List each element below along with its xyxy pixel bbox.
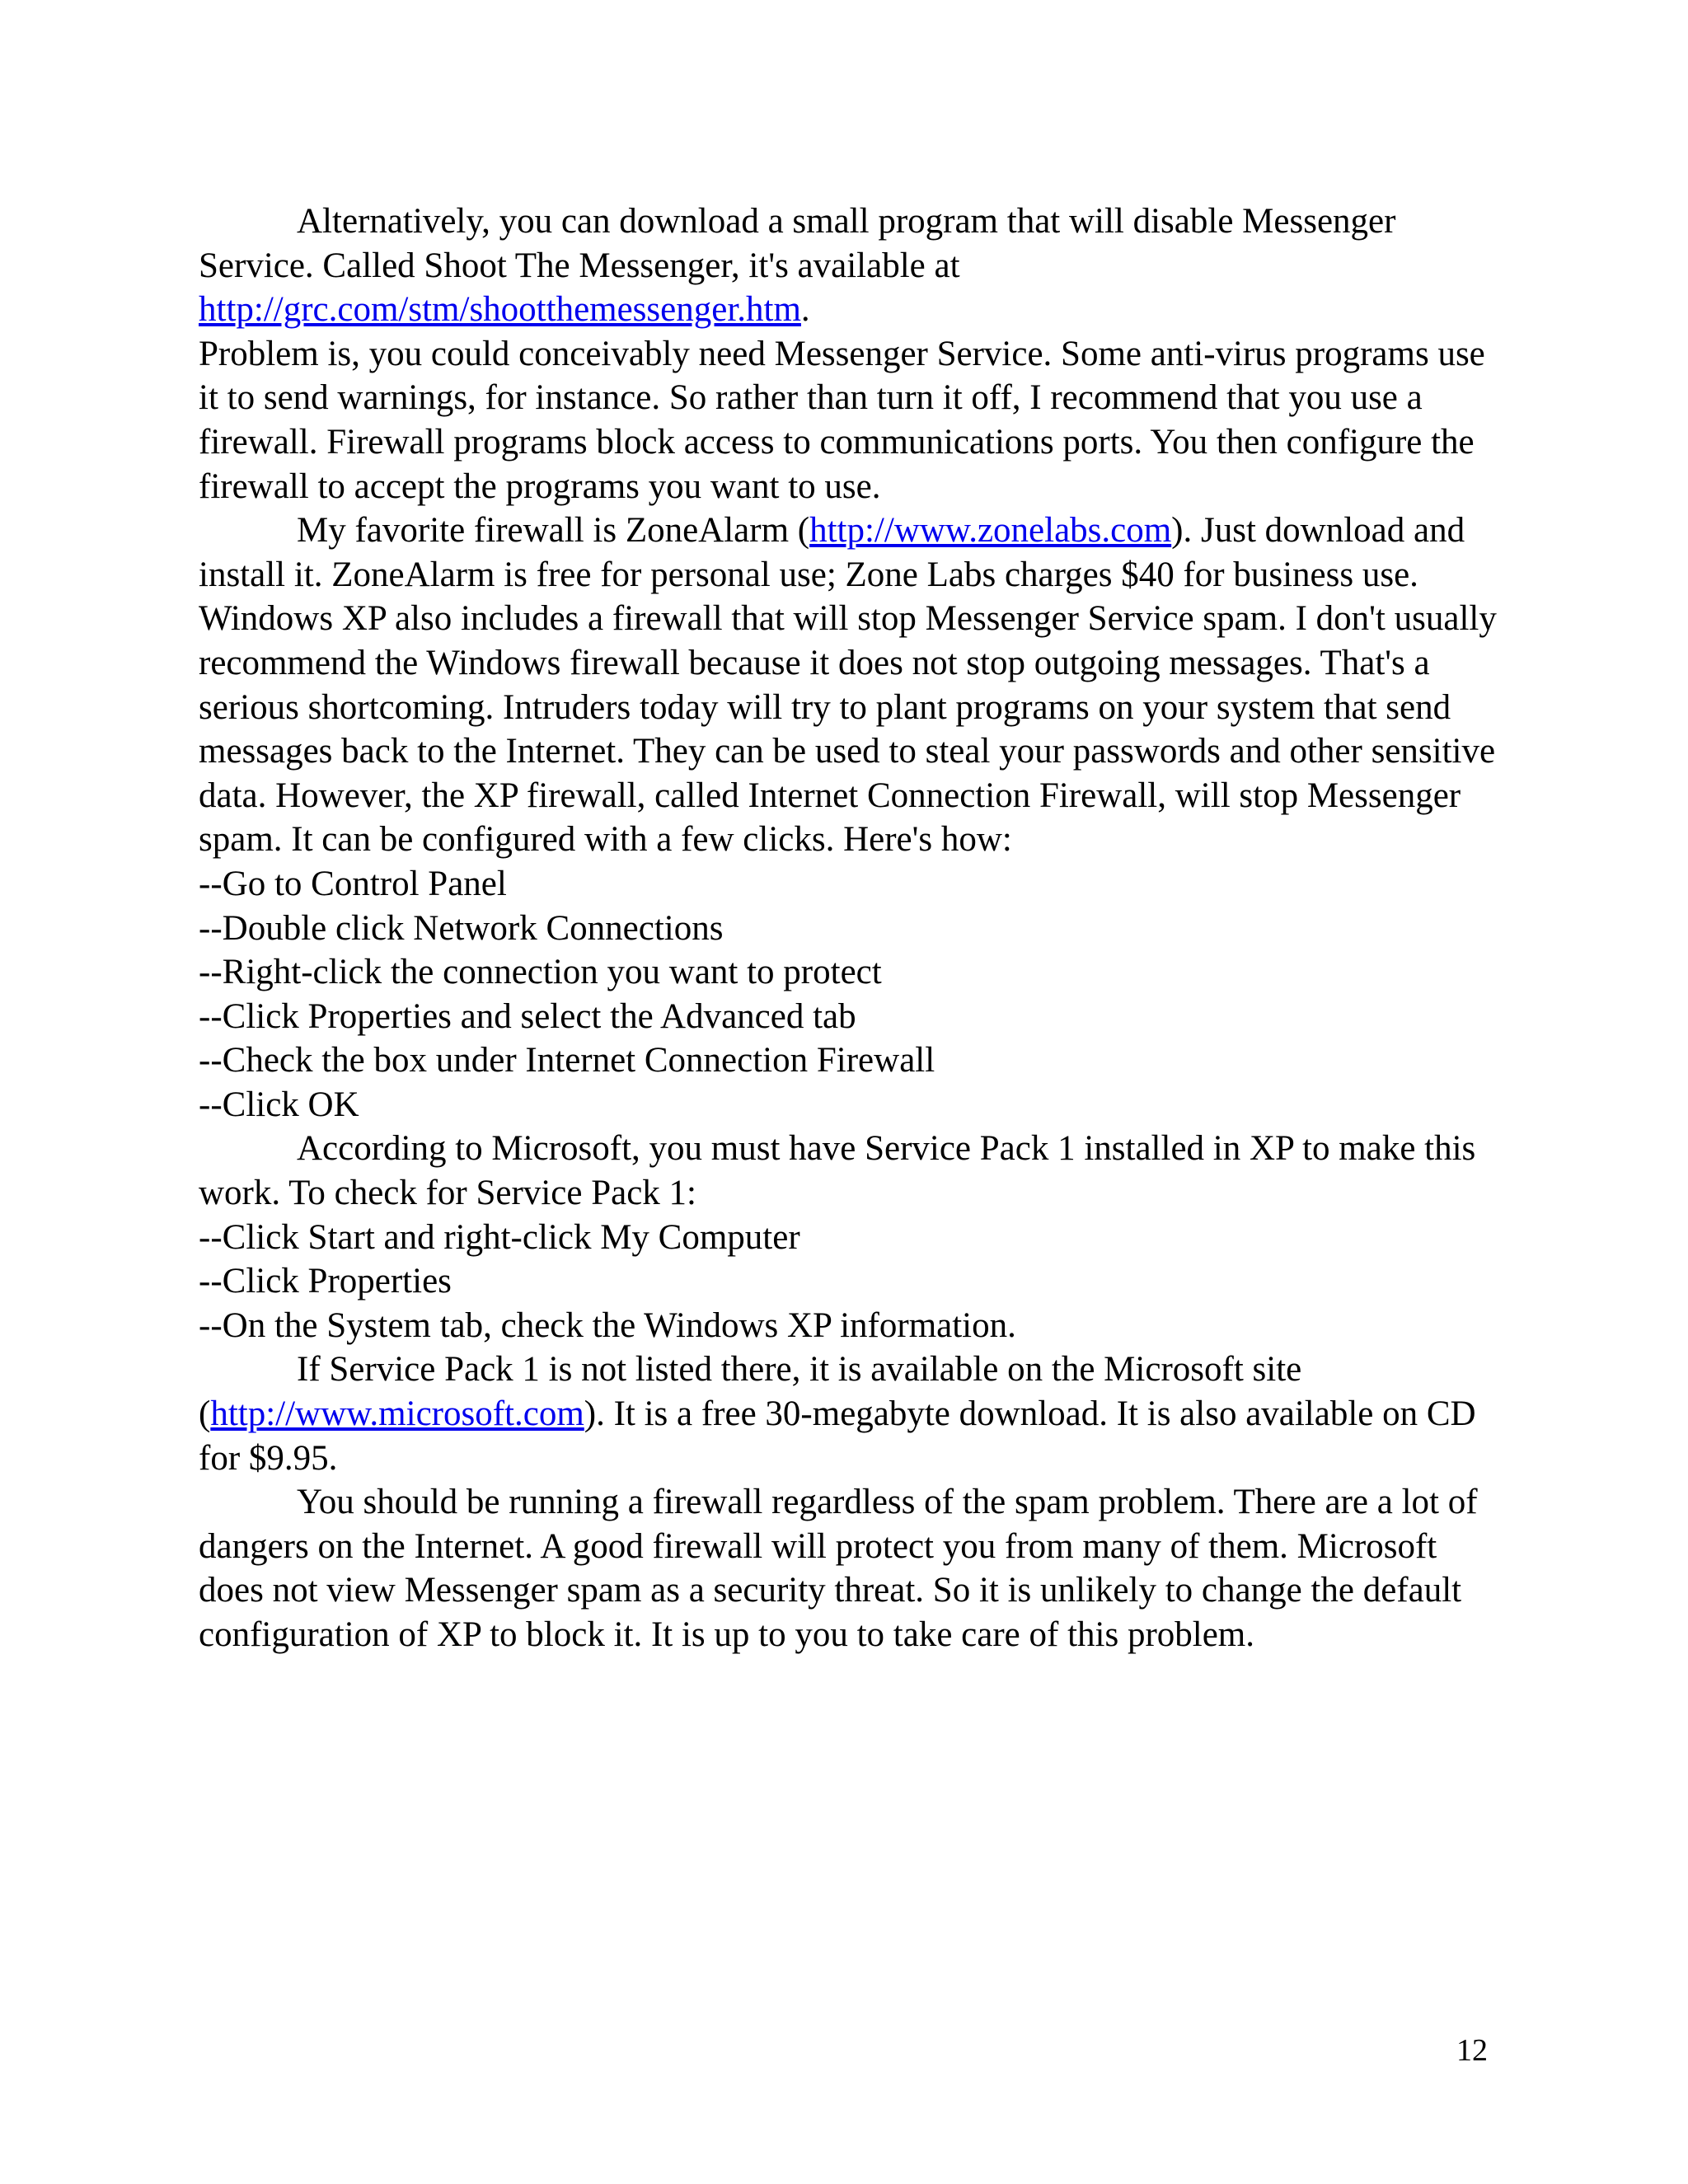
paragraph-text: . xyxy=(800,290,810,330)
paragraph-run-firewall: You should be running a firewall regardless of the spam problem. There are a lot of dangers on the Internet. A good firewall will protect you from many of them. Microsoft does not view Messenger spam as a security threat. So it is unlikely to change the default configuration of XP to block it. It is up to you to take care of this problem. xyxy=(199,1483,1478,1654)
grc-link[interactable]: http://grc.com/stm/shootthemessenger.htm xyxy=(199,290,801,330)
page-number: 12 xyxy=(1456,2033,1488,2068)
list-item: --Go to Control Panel xyxy=(199,864,507,903)
firewall-steps-list xyxy=(199,862,1509,1127)
zonelabs-link[interactable]: http://www.zonelabs.com xyxy=(809,511,1172,551)
list-item: --Click Properties and select the Advanced tab xyxy=(199,996,856,1036)
list-item: --Check the box under Internet Connection Firewall xyxy=(199,1041,935,1080)
list-item: --Double click Network Connections xyxy=(199,908,724,948)
paragraph-shoot-the-messenger xyxy=(199,199,1509,332)
paragraph-service-pack: According to Microsoft, you must have Service Pack 1 installed in XP to make this work. To check for Service Pack 1: xyxy=(199,1129,1476,1213)
list-item: --On the System tab, check the Windows XP information. xyxy=(199,1305,1016,1345)
paragraph-recommend-firewall: Problem is, you could conceivably need Messenger Service. Some anti-virus programs use it to send warnings, for instance. So rather than turn it off, I recommend that you use a firewall. Firewall programs block access to communications ports. You then configure the firewall to accept the programs you want to use. xyxy=(199,334,1485,506)
paragraph-zonealarm xyxy=(199,509,1509,597)
paragraph-text: ). It is a free 30-megabyte download. It is also available on CD for $9.95. xyxy=(199,1394,1476,1478)
paragraph-windows-xp-firewall: Windows XP also includes a firewall that will stop Messenger Service spam. I don't usually recommend the Windows firewall because it does not stop outgoing messages. That's a serious shortcoming. Intruders today will try to plant programs on your system that send messages back to the Internet. They can be used to steal your passwords and other sensitive data. However, the XP firewall, called Internet Connection Firewall, will stop Messenger spam. It can be configured with a few clicks. Here's how: xyxy=(199,599,1497,860)
paragraph-text: My favorite firewall is ZoneAlarm ( xyxy=(297,511,810,551)
paragraph-microsoft-download xyxy=(199,1347,1509,1480)
service-pack-steps-list xyxy=(199,1216,1509,1348)
list-item: --Click Properties xyxy=(199,1262,452,1301)
page-body xyxy=(199,199,1509,1657)
list-item: --Click Start and right-click My Computer xyxy=(199,1217,800,1257)
list-item: --Right-click the connection you want to protect xyxy=(199,953,882,992)
paragraph-text: Alternatively, you can download a small program that will disable Messenger Service. Called Shoot The Messenger, it's available at xyxy=(199,202,1396,285)
list-item: --Click OK xyxy=(199,1085,359,1124)
paragraph-text: If Service Pack 1 is not listed there, it is available on the Microsoft site ( xyxy=(199,1350,1302,1434)
microsoft-link[interactable]: http://www.microsoft.com xyxy=(210,1394,584,1434)
paragraph-text: ). Just download and install it. ZoneAlarm is free for personal use; Zone Labs charges $40 for business use. xyxy=(199,511,1465,594)
